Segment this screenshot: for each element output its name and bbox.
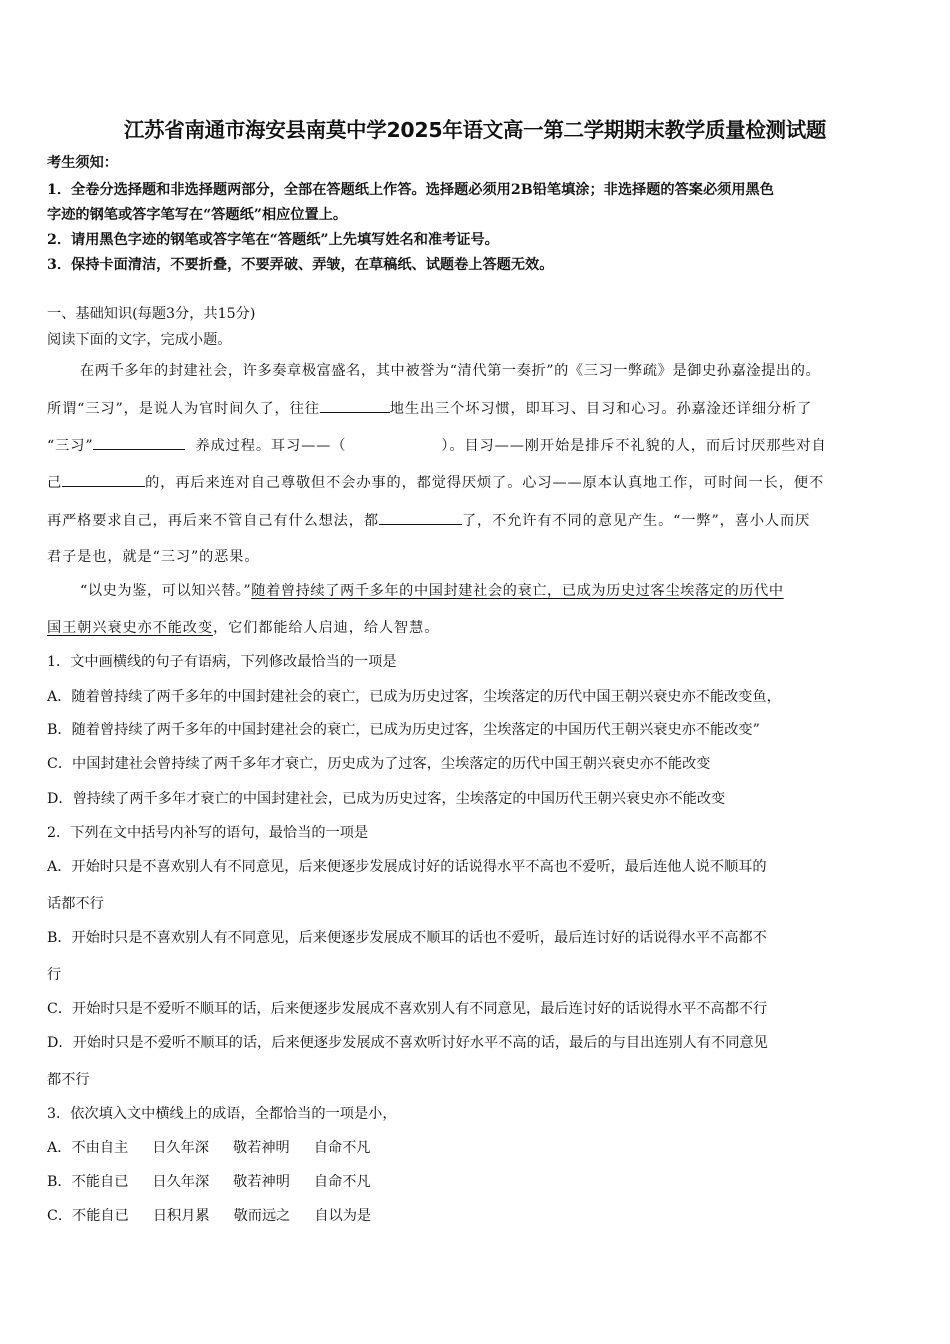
- passage-text: 了，不允许有不同的意见产生。“一弊”，喜小人而厌: [461, 513, 811, 529]
- passage-line: [47, 617, 439, 637]
- passage-text: 再严格要求自己，再后来不管自己有什么想法，都: [47, 513, 379, 529]
- option-label: B．: [47, 1174, 72, 1190]
- passage-line: [47, 510, 810, 530]
- section-heading: 一、基础知识(每题3分，共15分): [47, 306, 256, 322]
- passage-text: 地生出三个坏习惯，即耳习、目习和心习。孙嘉淦还详细分析了: [389, 401, 813, 417]
- idiom: 自命不凡: [313, 1140, 371, 1156]
- answer-option[interactable]: 行: [47, 967, 62, 983]
- passage-text: 的，再后来连对自己尊敬但不会办事的，都觉得厌烦了。心习——原本认真地工作，可时间一长，便不: [145, 475, 825, 491]
- idiom: 敬若神明: [232, 1140, 290, 1156]
- passage-line: [47, 435, 827, 455]
- fill-blank[interactable]: [93, 435, 185, 450]
- answer-option[interactable]: A．随着曾持续了两千多年的中国封建社会的衰亡，已成为历史过客，尘埃落定的历代中国王朝兴衰史亦不能改变鱼，: [47, 689, 781, 705]
- fill-blank[interactable]: [62, 472, 145, 487]
- answer-option[interactable]: B．开始时只是不喜欢别人有不同意见，后来便逐步发展成不顺耳的话也不爱听，最后连讨好的话说得水平不高都不: [47, 930, 767, 946]
- passage-text: “以史为鉴，可以知兴替。”: [80, 583, 252, 599]
- answer-option[interactable]: [47, 1171, 371, 1191]
- idiom: 不能自已: [71, 1174, 129, 1190]
- answer-option[interactable]: C．中国封建社会曾持续了两千多年才衰亡，历史成为了过客，尘埃落定的历代中国王朝兴衰史亦不能改变: [47, 756, 711, 772]
- answer-option[interactable]: C．开始时只是不爱听不顺耳的话，后来便逐步发展成不喜欢别人有不同意见，最后连讨好的话说得水平不高都不行: [47, 1001, 768, 1017]
- passage-text: 己: [47, 475, 63, 491]
- idiom: 不能自已: [72, 1208, 129, 1224]
- answer-option[interactable]: 话都不行: [47, 896, 104, 912]
- idiom: 日积月累: [152, 1208, 210, 1224]
- passage-text: “三习”: [47, 438, 94, 454]
- answer-option[interactable]: D．曾持续了两千多年才衰亡的中国封建社会，已成为历史过客，尘埃落定的中国历代王朝兴衰史亦不能改变: [47, 791, 726, 807]
- notice-item: 1．全卷分选择题和非选择题两部分，全部在答题纸上作答。选择题必须用2B铅笔填涂；非选择题的答案必须用黑色: [47, 182, 774, 198]
- exam-title: 江苏省南通市海安县南莫中学2025年语文高一第二学期期末教学质量检测试题: [123, 118, 827, 142]
- idiom: 不由自主: [71, 1140, 129, 1156]
- question-stem: 1．文中画横线的句子有语病，下列修改最恰当的一项是: [47, 654, 397, 670]
- underlined-sentence: 国王朝兴衰史亦不能改变: [47, 620, 213, 636]
- idiom: 日久年深: [152, 1174, 210, 1190]
- notice-item: 3．保持卡面清洁，不要折叠，不要弄破、弄皱，在草稿纸、试题卷上答题无效。: [47, 257, 554, 273]
- idiom: 日久年深: [152, 1140, 209, 1156]
- idiom: 敬而远之: [233, 1208, 291, 1224]
- passage-line: [47, 472, 824, 492]
- passage-text: ，它们都能给人启迪，给人智慧。: [212, 620, 440, 636]
- passage-line: [80, 580, 784, 600]
- question-stem: 2．下列在文中括号内补写的语句，最恰当的一项是: [47, 825, 369, 841]
- passage-text: 养成过程。耳习——（: [195, 438, 347, 454]
- option-label: A．: [47, 1140, 72, 1156]
- passage-text: ）。目习——刚开始是排斥不礼貌的人，而后讨厌那些对自: [441, 438, 827, 454]
- answer-option[interactable]: D．开始时只是不爱听不顺耳的话，后来便逐步发展成不喜欢听讨好水平不高的话，最后的与目出连别人有不同意见: [47, 1035, 768, 1051]
- idiom: 自以为是: [314, 1208, 372, 1224]
- answer-option[interactable]: A．开始时只是不喜欢别人有不同意见，后来便逐步发展成讨好的话说得水平不高也不爱听，最后连他人说不顺耳的: [47, 859, 767, 875]
- answer-option[interactable]: B．随着曾持续了两千多年的中国封建社会的衰亡，已成为历史过客，尘埃落定的中国历代王朝兴衰史亦不能改变”: [47, 722, 760, 738]
- question-stem: 3．依次填入文中横线上的成语，全都恰当的一项是小，: [47, 1106, 397, 1122]
- answer-option[interactable]: 都不行: [47, 1072, 90, 1088]
- idiom: 自命不凡: [313, 1174, 371, 1190]
- section-intro: 阅读下面的文字，完成小题。: [47, 332, 232, 348]
- idiom: 敬若神明: [233, 1174, 290, 1190]
- option-label: C．: [47, 1208, 73, 1224]
- answer-option[interactable]: [47, 1205, 371, 1225]
- notice-item: 2．请用黑色字迹的钢笔或答字笔在“答题纸”上先填写姓名和准考证号。: [47, 232, 499, 248]
- underlined-sentence: 随着曾持续了两千多年的中国封建社会的衰亡，已成为历史过客尘埃落定的历代中: [251, 583, 784, 599]
- answer-option[interactable]: [47, 1137, 371, 1157]
- fill-blank[interactable]: [320, 398, 390, 413]
- passage-line: [47, 398, 812, 418]
- notice-heading: 考生须知：: [47, 155, 118, 171]
- notice-item: 字迹的钢笔或答字笔写在“答题纸”相应位置上。: [47, 207, 348, 223]
- fill-blank[interactable]: [379, 510, 462, 525]
- passage-line: 在两千多年的封建社会，许多奏章极富盛名，其中被誉为“清代第一奏折”的《三习一弊疏》是御史孙嘉淦提出的。: [80, 363, 821, 379]
- passage-line: 君子是也，就是“三习”的恶果。: [47, 549, 260, 565]
- passage-text: 所谓“三习”，是说人为官时间久了，往往: [47, 401, 320, 417]
